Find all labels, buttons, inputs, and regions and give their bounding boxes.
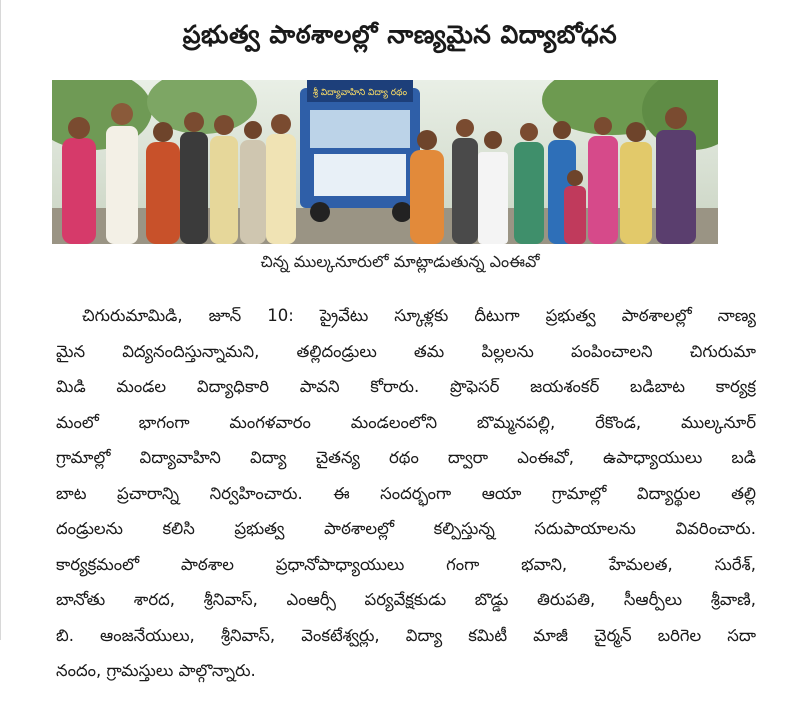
clipped-previous-line bbox=[0, 0, 800, 12]
article-line: గ్రామాల్లో విద్యావాహిని విద్యా చైతన్య రథం ద్వారా ఎంఈవో, ఉపాధ్యాయులు బడి bbox=[56, 448, 756, 467]
article-line: బాట ప్రచారాన్ని నిర్వహించారు. ఈ సందర్భంగా ఆయా గ్రామాల్లో విద్యార్థుల తల్లి bbox=[56, 483, 756, 503]
photo-caption: చిన్న ముల్కనూరులో మాట్లాడుతున్న ఎంఈవో bbox=[260, 252, 540, 271]
article-line: కార్యక్రమంలో పాఠశాల ప్రధానోపాధ్యాయులు గంగా భవాని, హేమలత, సురేశ్, bbox=[56, 554, 756, 574]
article-photo bbox=[52, 80, 718, 244]
column-rule bbox=[0, 0, 1, 640]
article-line: మైన విద్యనందిస్తున్నామని, తల్లిదండ్రులు తమ పిల్లలను పంపించాలని చిగురుమా bbox=[56, 341, 756, 361]
article-line: బానోతు శారద, శ్రీనివాస్, ఎంఆర్సీ పర్యవేక్షకుడు బొడ్డు తిరుపతి, సీఆర్పీలు శ్రీవాణి, bbox=[56, 590, 756, 609]
article-line: మిడి మండల విద్యాధికారి పావని కోరారు. ప్రొఫెసర్ జయశంకర్ బడిబాట కార్యక్ర bbox=[56, 377, 756, 396]
article-line: చిగురుమామిడి, జూన్ 10: ప్రైవేటు స్కూళ్లకు దీటుగా ప్రభుత్వ పాఠశాలల్లో నాణ్య bbox=[82, 306, 756, 325]
article-body bbox=[56, 298, 756, 689]
vehicle-banner: శ్రీ విద్యావాహిని విద్యా రథం bbox=[312, 88, 408, 98]
article-line: నందం, గ్రామస్తులు పాల్గొన్నారు. bbox=[56, 661, 256, 680]
article-headline: ప్రభుత్వ పాఠశాలల్లో నాణ్యమైన విద్యాబోధన bbox=[182, 20, 618, 49]
article-line: మంలో భాగంగా మంగళవారం మండలంలోని బొమ్మనపల్లి, రేకొండ, ముల్కనూర్ bbox=[56, 412, 756, 432]
article-line: దండ్రులను కలిసి ప్రభుత్వ పాఠశాలల్లో కల్పిస్తున్న సదుపాయాలను వివరించారు. bbox=[56, 519, 756, 538]
article-line: బి. ఆంజనేయులు, శ్రీనివాస్, వెంకటేశ్వర్లు, విద్యా కమిటీ మాజీ చైర్మన్ బరిగెల సదా bbox=[56, 625, 756, 645]
photo-illustration bbox=[52, 80, 718, 244]
